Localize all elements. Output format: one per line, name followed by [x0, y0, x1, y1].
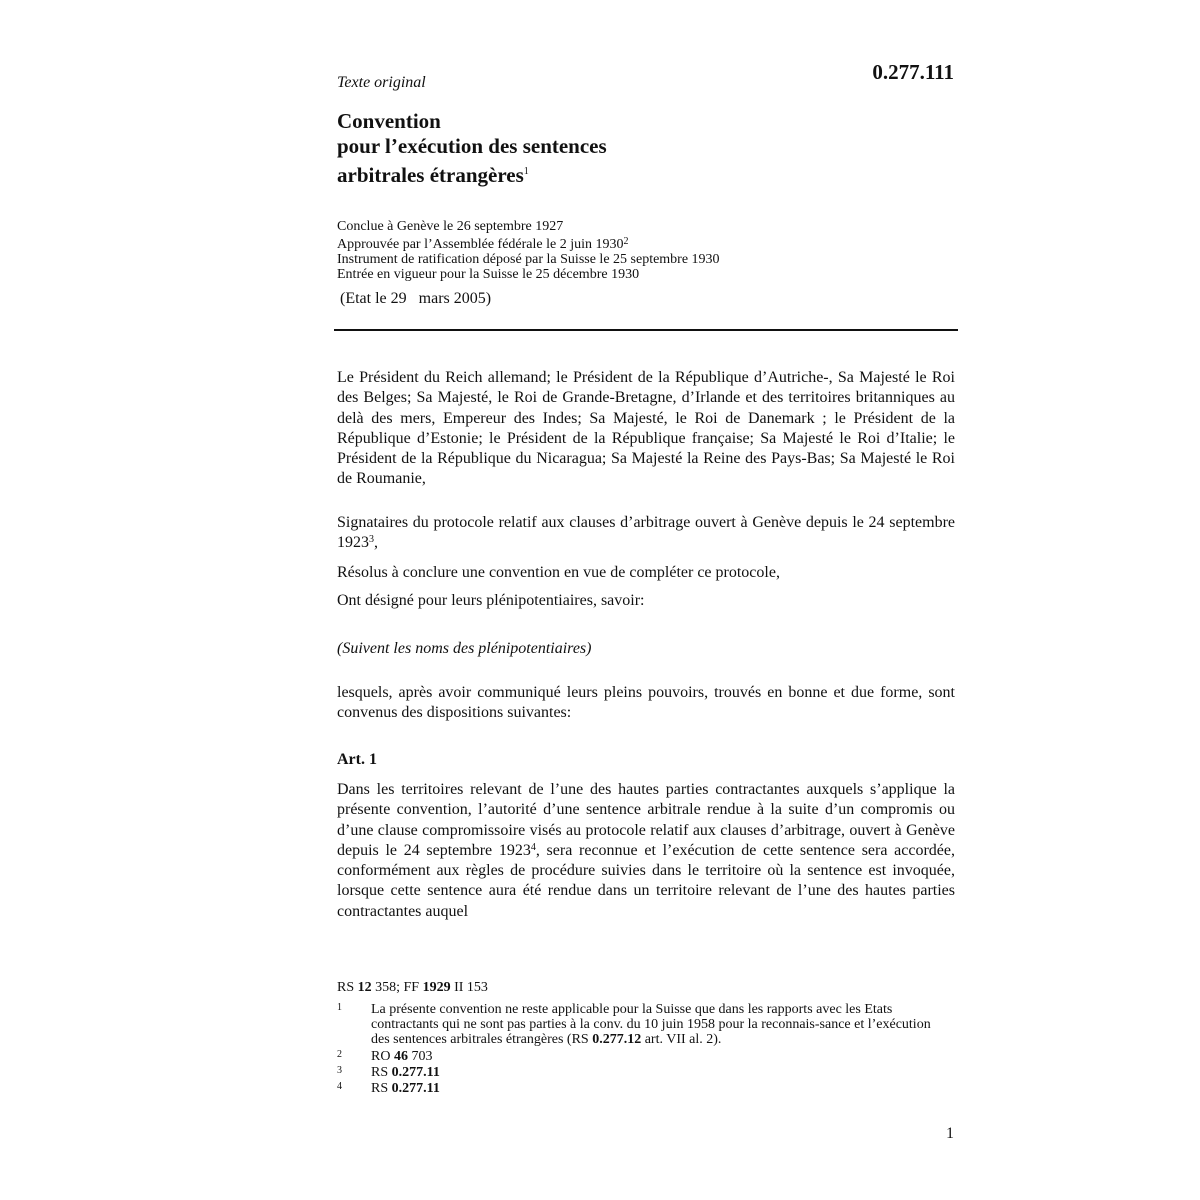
title-line-3-text: arbitrales étrangères: [337, 163, 524, 187]
document-metadata: [337, 219, 837, 282]
footnote-number: 3: [337, 1065, 342, 1076]
title-line-3: [337, 159, 607, 188]
footnote-text-b[interactable]: 46: [393, 1049, 408, 1064]
ff-rest: II 153: [450, 980, 488, 995]
footnote-text: [371, 1049, 947, 1064]
plenipotentiaries-note: (Suivent les noms des plénipotentiaires): [337, 640, 592, 657]
resolved-paragraph: Résolus à conclure une convention en vue de compléter ce protocole,: [337, 564, 780, 581]
page-number: 1: [946, 1125, 954, 1142]
meta-ratification: Instrument de ratification déposé par la Suisse le 25 septembre 1930: [337, 252, 720, 267]
rs-page: 358; FF: [371, 980, 423, 995]
footnote-text: [371, 1002, 947, 1047]
article-1-title: Art. 1: [337, 751, 377, 768]
title-footnote-ref[interactable]: 1: [523, 166, 529, 177]
footnote-number: 2: [337, 1049, 342, 1060]
title-line-1: Convention: [337, 109, 441, 133]
footnote-text-b[interactable]: 0.277.11: [391, 1081, 440, 1096]
meta-concluded: Conclue à Genève le 26 septembre 1927: [337, 219, 564, 234]
signatories-paragraph: [337, 513, 955, 554]
preamble-paragraph: Le Président du Reich allemand; le Président de la République d’Autriche-, Sa Majesté le Roi des Belges; Sa Majesté, le Roi de Grande-Bretagne, d’Irlande et des territoires britanniques au delà des mers, Empereur des Indes; Sa Majesté, le Roi de Danemark ; le Président de la République d’Estonie; le Président de la République française; Sa Majesté le Roi d’Italie; le Président de la République du Nicaragua; Sa Majesté la Reine des Pays-Bas; Sa Majesté le Roi de Roumanie,: [337, 369, 955, 488]
signatories-end: ,: [374, 534, 378, 552]
footnote-3: [337, 1065, 947, 1080]
rs-volume: 12: [357, 980, 372, 995]
article-1-text-part1: Dans les territoires relevant de l’une des hautes parties contractantes auxquels s’applique la présente convention, l’autorité d’une sentence arbitrale rendue à la suite d’un compromis ou d’une clause compromissoire visés au protocole relatif aux clauses d’arbitrage, ouvert à Genève depuis le 24 septembre 1923: [337, 781, 955, 859]
document-title: [337, 109, 607, 188]
agreed-paragraph: lesquels, après avoir communiqué leurs pleins pouvoirs, trouvés en bonne et due forme, sont convenus des dispositions suivantes:: [337, 684, 955, 722]
footnote-text-b[interactable]: 0.277.11: [391, 1065, 440, 1080]
rs-prefix: RS: [337, 980, 358, 995]
article-1-text: [337, 780, 955, 922]
footnote-number: 4: [337, 1081, 342, 1092]
footnote-text-a: RO: [371, 1049, 394, 1064]
title-line-2: pour l’exécution des sentences: [337, 134, 607, 158]
meta-state-date: (Etat le 29 mars 2005): [340, 290, 492, 307]
footnote-text-b[interactable]: 0.277.12: [592, 1032, 642, 1047]
meta-approved-ref[interactable]: 2: [623, 236, 629, 247]
footnote-1: [337, 1002, 947, 1047]
ff-year: 1929: [422, 980, 451, 995]
original-text-label: Texte original: [337, 74, 426, 91]
footnote-text-a: RS: [371, 1065, 392, 1080]
footnote-number: 1: [337, 1002, 342, 1013]
footnote-2: [337, 1049, 947, 1064]
rs-number: 0.277.111: [872, 60, 954, 84]
footnote-text-a: La présente convention ne reste applicable pour la Suisse que dans les rapports avec les Etats contractants qui ne sont pas parties à la conv. du 10 juin 1958 pour la reconnais-sance et l’exécution des sentences arbitrales étrangères (RS: [371, 1002, 931, 1047]
footnote-text-c: art. VII al. 2).: [641, 1032, 722, 1047]
signatories-ref[interactable]: 3: [369, 534, 374, 546]
footnote-4: [337, 1081, 947, 1096]
footnote-text: [371, 1065, 947, 1080]
footnote-text-a: RS: [371, 1081, 392, 1096]
signatories-text: Signataires du protocole relatif aux clauses d’arbitrage ouvert à Genève depuis le 24 septembre 1923: [337, 514, 955, 552]
footnote-text: [371, 1081, 947, 1096]
footnote-rs-line: [337, 980, 488, 996]
article-1-ref[interactable]: 4: [530, 841, 536, 853]
designated-paragraph: Ont désigné pour leurs plénipotentiaires, savoir:: [337, 592, 645, 609]
meta-approved-text: Approuvée par l’Assemblée fédérale le 2 juin 1930: [337, 237, 624, 252]
footnote-text-c: 703: [407, 1049, 433, 1064]
meta-approved: [337, 234, 837, 252]
meta-entry-into-force: Entrée en vigueur pour la Suisse le 25 décembre 1930: [337, 267, 640, 282]
header-divider: [334, 329, 958, 331]
article-1-text-part2: , sera reconnue et l’exécution de cette sentence sera accordée, conformément aux règles de procédure suivies dans le territoire où la sentence est invoquée, lorsque cette sentence aura été rendue dans un territoire relevant de l’une des hautes parties contractantes auquel: [337, 841, 955, 920]
